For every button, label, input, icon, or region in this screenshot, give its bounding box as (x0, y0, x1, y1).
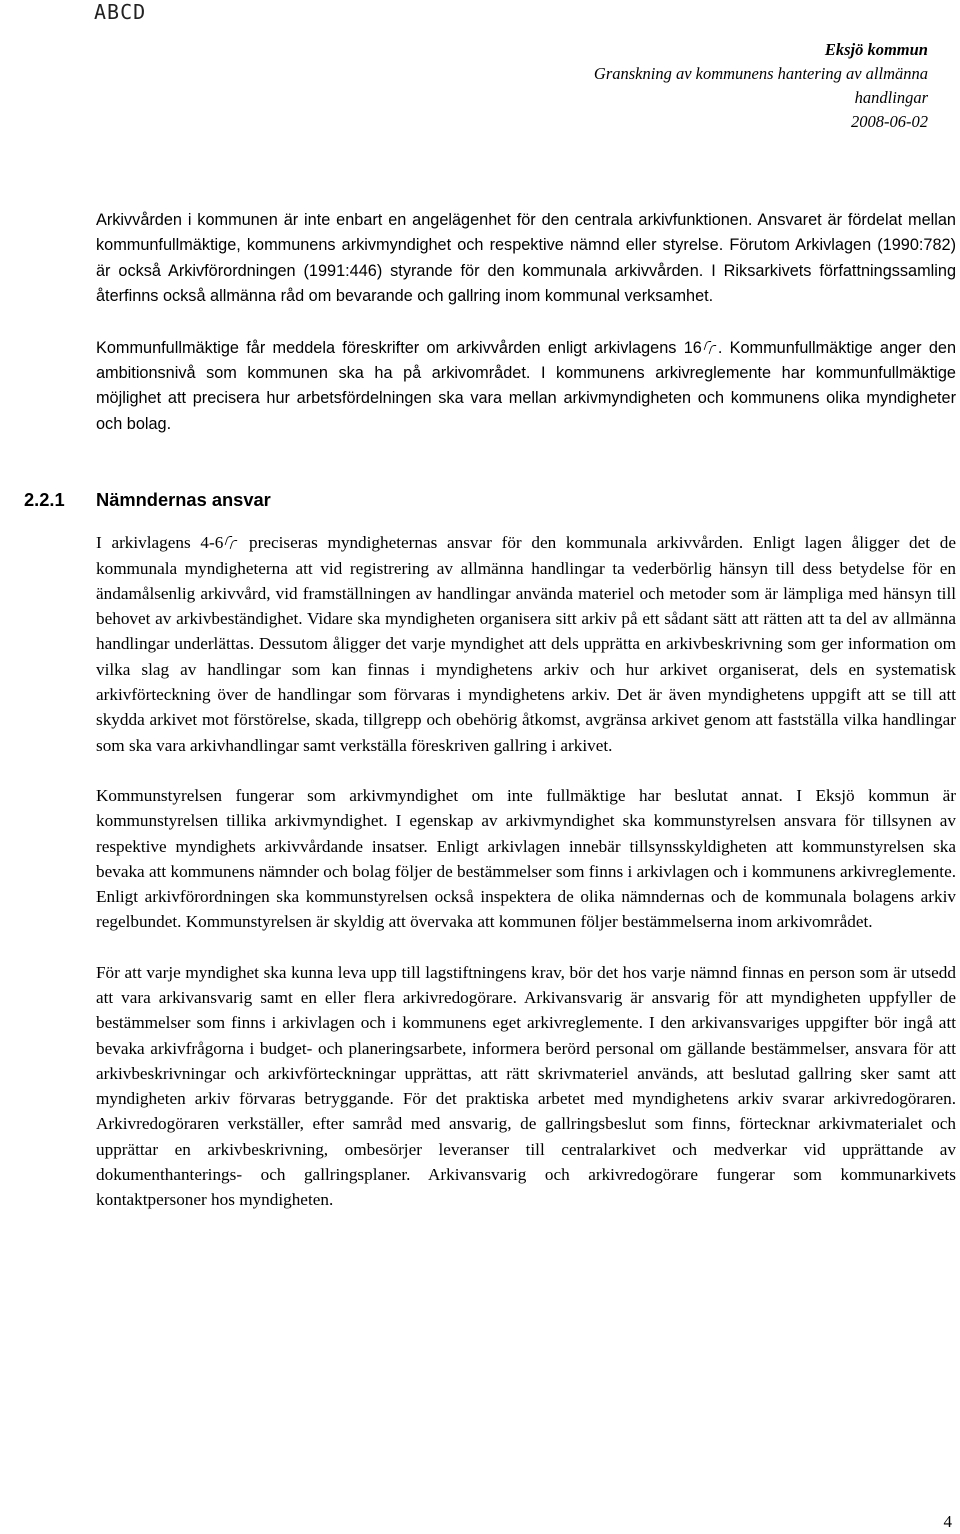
council-paragraph-start: Kommunfullmäktige får meddela föreskrifter om arkivvården enligt arkivlagens 16 (96, 338, 702, 357)
responsibility-paragraph-rest: preciseras myndigheternas ansvar för den kommunala arkivvården. Enligt lagen åligger det de kommunala myndigheterna att vid registrering av allmänna handlingar ta vederbörlig hänsyn till dess betydelse för en ändamålsenlig arkivvård, vid framställningen av handlingar använda materiel och metoder som är lämpliga med hänsyn till behovet av arkivbeständighet. Vidare ska myndigheten organisera sitt arkiv på ett sådant sätt att rätten att ta del av allmänna handlingar underlättas. Dessutom åligger det varje myndighet att dels upprätta en arkivbeskrivning som ger information om vilka slag av handlingar som kan finnas i myndighetens arkiv och hur arkivet organiserat, dels en systematisk arkivförteckning över de handlingar som förvaras i myndighetens arkiv. Det är även myndighetens uppgift att se till att skydda arkivet mot förstörelse, skada, tillgrepp och obehörig åtkomst, avgränsa arkivet genom att fastställa vilka handlingar som ska vara arkivhandlingar samt verkställa föreskriven gallring i arkivet. (96, 533, 956, 755)
header-report-title-line2: handlingar (854, 88, 928, 107)
council-paragraph-rest: . Kommunfullmäktige anger den ambitionsnivå som kommunen ska ha på arkivområdet. I kommunens arkivreglemente har kommunfullmäktige möjlighet att precisera hur arbetsfördelningen ska vara mellan arkivmyndigheten och kommunens olika myndigheter och bolag. (96, 338, 957, 433)
header-date: 2008-06-02 (851, 112, 928, 131)
section-heading (24, 485, 956, 515)
responsibility-paragraph (96, 530, 956, 758)
archive-officer-paragraph: För att varje myndighet ska kunna leva upp till lagstiftningens krav, bör det hos varje nämnd finnas en person som är utsedd att vara arkivansvarig samt en eller flera arkivredogörare. Arkivansvarig är ansvarig för att myndigheten uppfyller de bestämmelser som finns i arkivlagen och i kommunens eget arkivreglemente. I den arkivansvariges uppgifter bör ingå att bevaka arkivfrågorna i budget- och planeringsarbete, informera berörd personal om gällande bestämmelser, ansvara för att arkivbeskrivningar och arkivförteckningar upprättas, att rätt skrivmateriel används, att beslutad gallring sker samt att myndigheten arkiv förvaras betryggande. För det praktiska arbetet med myndighetens arkiv svarar arkivredogöraren. Arkivredogöraren verkställer, efter samråd med ansvarig, de gallringsbeslut som finns, förtecknar arkivmaterialet och upprättar en arkivbeskrivning, ombesörjer leveranser till centralarkivet och medverkar vid upprättande av dokumenthanterings- och gallringsplaner. Arkivansvarig och arkivredogörare fungerar som kommunarkivets kontaktpersoner hos myndigheten. (96, 962, 956, 1210)
page-header (548, 38, 928, 134)
section-sign-icon (702, 340, 718, 354)
intro-paragraph: Arkivvården i kommunen är inte enbart en angelägenhet för den centrala arkivfunktionen. Ansvaret är fördelat mellan kommunfullmäktige, kommunens arkivmyndighet och respektive nämnd eller styrelse. Förutom Arkivlagen (1990:782) är också Arkivförordningen (1991:446) styrande för den kommunala arkivvården. I Riksarkivets författningssamling återfinns också allmänna råd om bevarande och gallring inom kommunal verksamhet. (96, 211, 956, 306)
header-organization: Eksjö kommun (824, 40, 928, 59)
council-paragraph (96, 336, 956, 438)
page-number: 4 (943, 1512, 952, 1531)
section-number: 2.2.1 (24, 489, 65, 511)
section-title: Nämndernas ansvar (96, 489, 271, 511)
section-sign-icon (223, 535, 239, 549)
header-report-title-line1: Granskning av kommunens hantering av allmänna (593, 64, 928, 83)
company-logo: ABCD (94, 0, 147, 24)
document-body (24, 208, 957, 1213)
responsibility-paragraph-start: I arkivlagens 4-6 (96, 533, 224, 553)
board-paragraph: Kommunstyrelsen fungerar som arkivmyndighet om inte fullmäktige har beslutat annat. I Eksjö kommun är kommunstyrelsen tillika arkivmyndighet. I egenskap av arkivmyndighet ska kommunstyrelsen ansvara för tillsynen av respektive myndighets arkivvårdande insatser. Enligt arkivlagen innebär tillsynsskyldigheten att kommunstyrelsen ska bevaka att kommunens nämnder och bolag följer de bestämmelser som finns i arkivlagen och i kommunens arkivreglemente. Enligt arkivförordningen ska kommunstyrelsen också inspektera de olika nämndernas och de kommunala bolagens arkiv regelbundet. Kommunstyrelsen är skyldig att övervaka att kommunen följer bestämmelserna inom arkivområdet. (96, 785, 956, 932)
